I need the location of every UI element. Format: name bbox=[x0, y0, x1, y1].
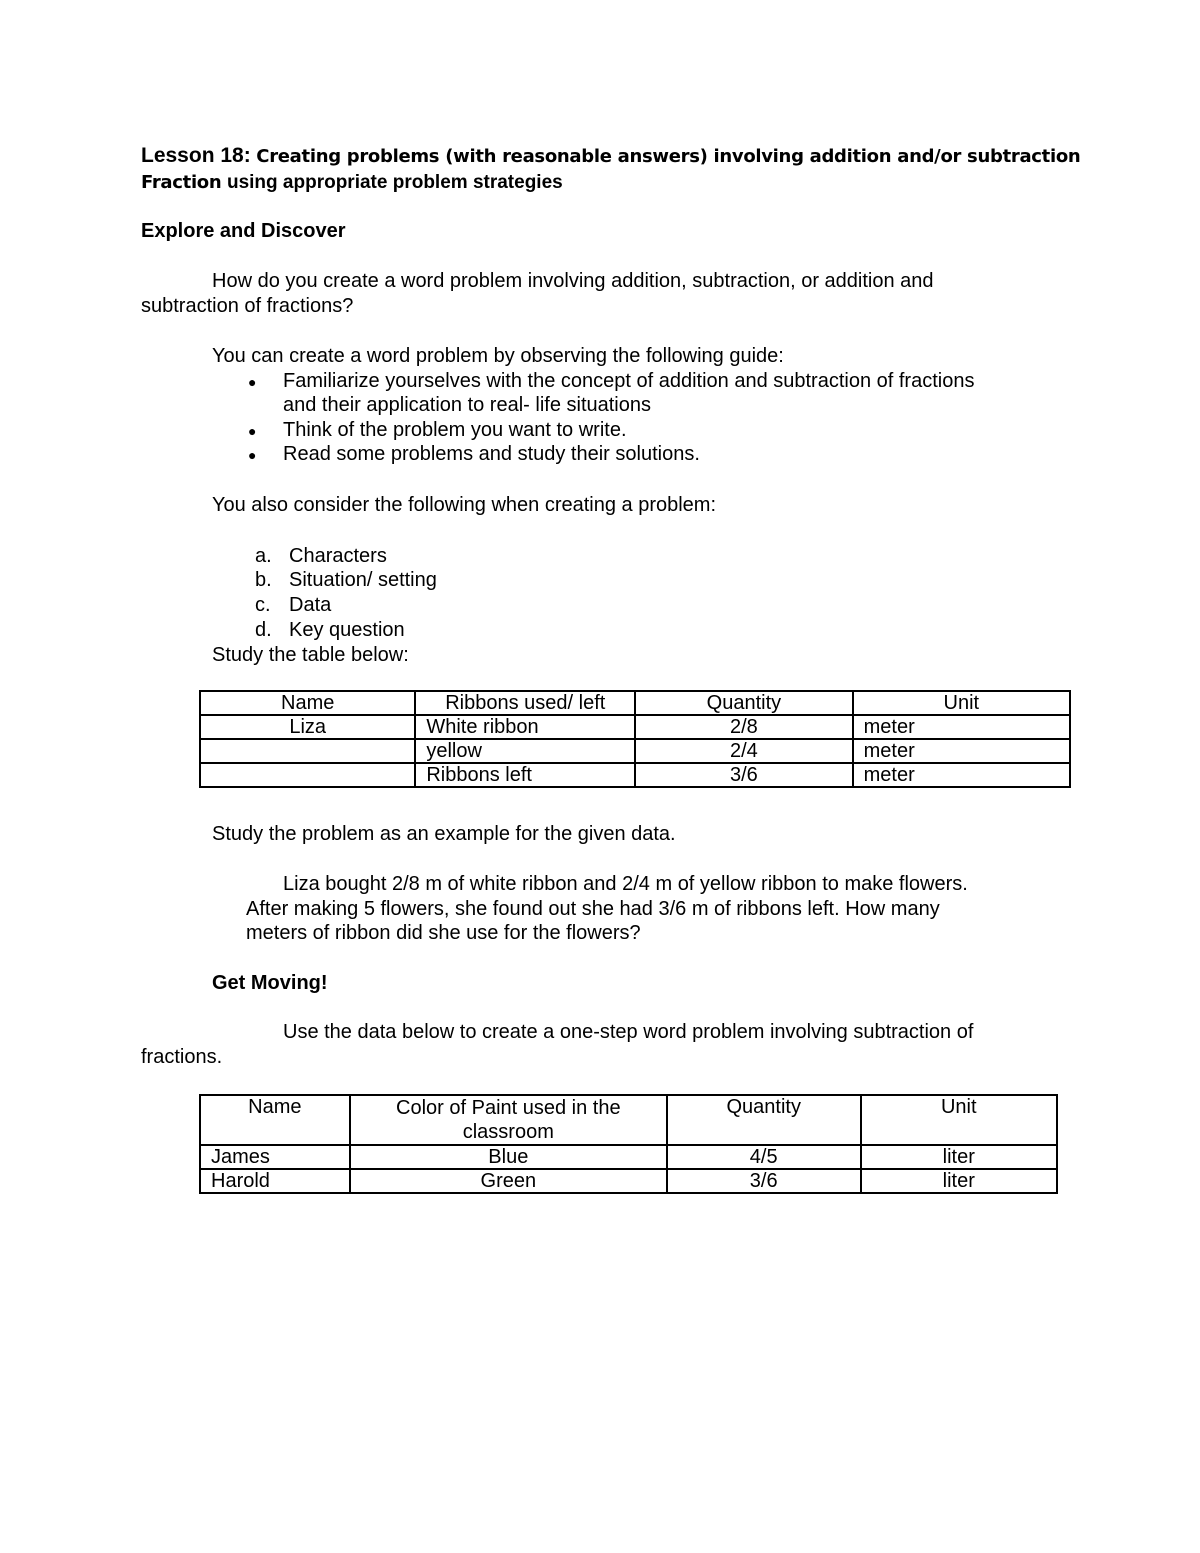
explore-heading: Explore and Discover bbox=[141, 220, 346, 242]
list-marker-d: d. bbox=[255, 619, 272, 641]
table-header-cell: Quantity bbox=[667, 1095, 861, 1145]
table-cell: Ribbons left bbox=[415, 763, 635, 787]
table-header-cell: Quantity bbox=[635, 691, 852, 715]
table-cell: Blue bbox=[350, 1145, 667, 1169]
table-cell: 3/6 bbox=[667, 1169, 861, 1193]
table-cell: 4/5 bbox=[667, 1145, 861, 1169]
list-item-a: Characters bbox=[289, 545, 387, 567]
table-cell: 3/6 bbox=[635, 763, 852, 787]
table-header-cell: Ribbons used/ left bbox=[415, 691, 635, 715]
lesson-title-line1 bbox=[141, 143, 1080, 169]
lesson-topic: Creating problems (with reasonable answers) involving addition and/or subtraction bbox=[256, 146, 1081, 167]
lesson-title-line2 bbox=[141, 170, 563, 195]
table-cell: Green bbox=[350, 1169, 667, 1193]
bullet-dot-2: ● bbox=[248, 423, 257, 439]
example-intro: Study the problem as an example for the given data. bbox=[212, 823, 676, 845]
table-header-row bbox=[200, 691, 1070, 715]
list-item-b: Situation/ setting bbox=[289, 569, 437, 591]
list-item-d: Key question bbox=[289, 619, 405, 641]
bullet-item-1-cont: and their application to real- life situations bbox=[283, 394, 651, 416]
example-line2: After making 5 flowers, she found out she had 3/6 m of ribbons left. How many bbox=[246, 898, 940, 920]
table-row bbox=[200, 739, 1070, 763]
table-cell bbox=[200, 763, 415, 787]
consider-intro: You also consider the following when creating a problem: bbox=[212, 494, 717, 516]
example-line3: meters of ribbon did she use for the flowers? bbox=[246, 922, 641, 944]
list-marker-b: b. bbox=[255, 569, 272, 591]
paint-table bbox=[199, 1094, 1058, 1194]
list-marker-c: c. bbox=[255, 594, 271, 616]
table-cell: meter bbox=[853, 763, 1070, 787]
lesson-label: Lesson 18: bbox=[141, 144, 251, 167]
lesson-topic-prefix: Fraction bbox=[141, 172, 222, 193]
guide-intro: You can create a word problem by observing the following guide: bbox=[212, 345, 784, 367]
bullet-item-2: Think of the problem you want to write. bbox=[283, 419, 627, 441]
lesson-topic-rest: using appropriate problem strategies bbox=[226, 172, 563, 193]
table-cell: Liza bbox=[200, 715, 415, 739]
table-cell: meter bbox=[853, 715, 1070, 739]
list-item-c: Data bbox=[289, 594, 332, 616]
get-moving-line1: Use the data below to create a one-step word problem involving subtraction of bbox=[283, 1021, 974, 1043]
table-cell: White ribbon bbox=[415, 715, 635, 739]
table-cell: meter bbox=[853, 739, 1070, 763]
table-header-cell: Name bbox=[200, 691, 415, 715]
bullet-dot-3: ● bbox=[248, 447, 257, 463]
table-row bbox=[200, 1169, 1057, 1193]
table-row bbox=[200, 715, 1070, 739]
ribbons-table bbox=[199, 690, 1071, 788]
bullet-item-3: Read some problems and study their solutions. bbox=[283, 443, 700, 465]
table-cell: liter bbox=[861, 1145, 1057, 1169]
table-cell: yellow bbox=[415, 739, 635, 763]
table-cell: James bbox=[200, 1145, 350, 1169]
table-header-cell: Unit bbox=[853, 691, 1070, 715]
get-moving-heading: Get Moving! bbox=[212, 972, 328, 994]
table-header-cell: Name bbox=[200, 1095, 350, 1145]
bullet-dot-1: ● bbox=[248, 374, 257, 390]
table-cell: liter bbox=[861, 1169, 1057, 1193]
table-row bbox=[200, 1145, 1057, 1169]
table-header-cell: Unit bbox=[861, 1095, 1057, 1145]
study-table-label: Study the table below: bbox=[212, 644, 409, 666]
list-marker-a: a. bbox=[255, 545, 272, 567]
table-cell: 2/8 bbox=[635, 715, 852, 739]
bullet-item-1: Familiarize yourselves with the concept of addition and subtraction of fractions bbox=[283, 370, 975, 392]
explore-question-line1: How do you create a word problem involving addition, subtraction, or addition and bbox=[212, 270, 934, 292]
table-cell: 2/4 bbox=[635, 739, 852, 763]
table-header-row bbox=[200, 1095, 1057, 1145]
explore-question-line2: subtraction of fractions? bbox=[141, 295, 354, 317]
example-line1: Liza bought 2/8 m of white ribbon and 2/4 m of yellow ribbon to make flowers. bbox=[283, 873, 968, 895]
table-cell bbox=[200, 739, 415, 763]
get-moving-line2: fractions. bbox=[141, 1046, 223, 1068]
table-row bbox=[200, 763, 1070, 787]
table-header-cell: Color of Paint used in the classroom bbox=[350, 1095, 667, 1145]
table-cell: Harold bbox=[200, 1169, 350, 1193]
